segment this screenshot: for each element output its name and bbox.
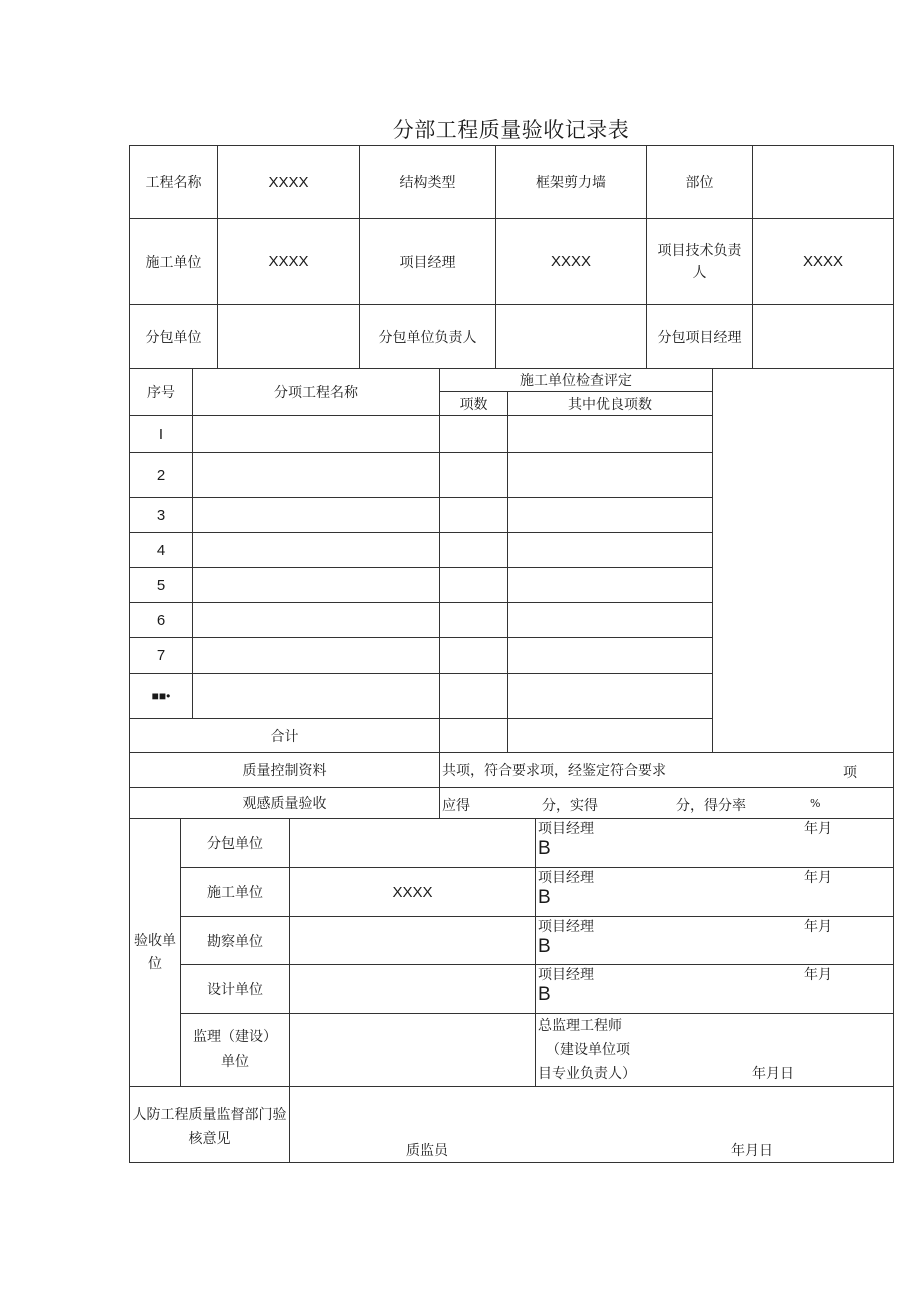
supervisor-line2: （建设单位项 [546, 1042, 630, 1058]
row-number: 6 [130, 603, 193, 638]
sub-lead-value [496, 305, 647, 369]
row-number: ■■• [130, 674, 193, 719]
row-number: 5 [130, 568, 193, 603]
subcontractor-label: 分包单位 [130, 305, 218, 369]
date-label: 年月 [804, 821, 832, 837]
project-manager-value: XXXX [496, 219, 647, 305]
appearance-d: % [810, 797, 821, 810]
role-label: 项目经理 [538, 967, 594, 983]
unit-value [290, 965, 536, 1014]
appearance-c: 分，得分率 [676, 798, 746, 814]
unit-value: XXXX [290, 868, 536, 917]
unit-value [290, 917, 536, 965]
unit-label: 设计单位 [181, 965, 290, 1014]
role-label: 项目经理 [538, 821, 594, 837]
supervisor-date: 年月日 [752, 1066, 794, 1082]
col-no-header: 序号 [130, 369, 193, 416]
control-text-a: 共项，符合要求项，经鉴定符合要求 [442, 763, 666, 779]
mark: B [538, 984, 551, 1005]
supervisor-unit-label: 监理（建设）单位 [181, 1014, 290, 1087]
unit-label: 施工单位 [181, 868, 290, 917]
col-eval-header: 施工单位检查评定 [440, 369, 713, 392]
structure-type-label: 结构类型 [360, 146, 496, 219]
signature-cell [536, 917, 894, 965]
sub-pm-label: 分包项目经理 [647, 305, 753, 369]
unit-label: 分包单位 [181, 819, 290, 868]
supervisor-value [290, 1014, 536, 1087]
acceptance-table [129, 818, 894, 1087]
supervisor-line3: 目专业负责人） [538, 1066, 636, 1082]
row-number: 2 [130, 453, 193, 498]
structure-type-value: 框架剪力墙 [496, 146, 647, 219]
mark: B [538, 838, 551, 859]
supervisor-signature-cell [536, 1014, 894, 1087]
page-title: 分部工程质量验收记录表 [392, 118, 630, 142]
project-name-label: 工程名称 [130, 146, 218, 219]
blank-column [713, 369, 894, 753]
control-label: 质量控制资料 [130, 753, 440, 788]
control-text-b: 项 [843, 765, 857, 781]
civil-defense-table [129, 1086, 894, 1163]
project-manager-label: 项目经理 [360, 219, 496, 305]
inspector-label: 质监员 [406, 1143, 448, 1159]
date-label: 年月 [804, 870, 832, 886]
position-value [753, 146, 894, 219]
acceptance-group-label: 验收单位 [130, 819, 181, 1087]
row-number: I [130, 416, 193, 453]
civil-defense-label: 人防工程质量监督部门验核意见 [130, 1087, 290, 1163]
signature-cell [536, 868, 894, 917]
header-table [129, 145, 894, 369]
signature-cell [536, 965, 894, 1014]
items-table [129, 368, 894, 753]
appearance-text [440, 788, 894, 819]
unit-value [290, 819, 536, 868]
contractor-value: XXXX [218, 219, 360, 305]
control-text [440, 753, 894, 788]
date-label: 年月 [804, 967, 832, 983]
tech-lead-label: 项目技术负责人 [647, 219, 753, 305]
civil-defense-date: 年月日 [731, 1143, 773, 1159]
total-label: 合计 [130, 719, 440, 753]
unit-label: 勘察单位 [181, 917, 290, 965]
date-label: 年月 [804, 919, 832, 935]
role-label: 项目经理 [538, 870, 594, 886]
sub-pm-value [753, 305, 894, 369]
civil-defense-opinion [290, 1087, 894, 1163]
row-number: 7 [130, 638, 193, 674]
mark: B [538, 887, 551, 908]
supervisor-line1: 总监理工程师 [538, 1018, 622, 1034]
appearance-label: 观感质量验收 [130, 788, 440, 819]
signature-cell [536, 819, 894, 868]
project-name-value: XXXX [218, 146, 360, 219]
sub-lead-label: 分包单位负责人 [360, 305, 496, 369]
subcontractor-value [218, 305, 360, 369]
contractor-label: 施工单位 [130, 219, 218, 305]
row-number: 3 [130, 498, 193, 533]
mark: B [538, 936, 551, 957]
row-number: 4 [130, 533, 193, 568]
col-name-header: 分项工程名称 [193, 369, 440, 416]
quality-table [129, 752, 894, 819]
appearance-a: 应得 [442, 798, 470, 814]
role-label: 项目经理 [538, 919, 594, 935]
col-excellent-header: 其中优良项数 [508, 392, 713, 416]
position-label: 部位 [647, 146, 753, 219]
tech-lead-value: XXXX [753, 219, 894, 305]
col-count-header: 项数 [440, 392, 508, 416]
appearance-b: 分，实得 [542, 798, 598, 814]
